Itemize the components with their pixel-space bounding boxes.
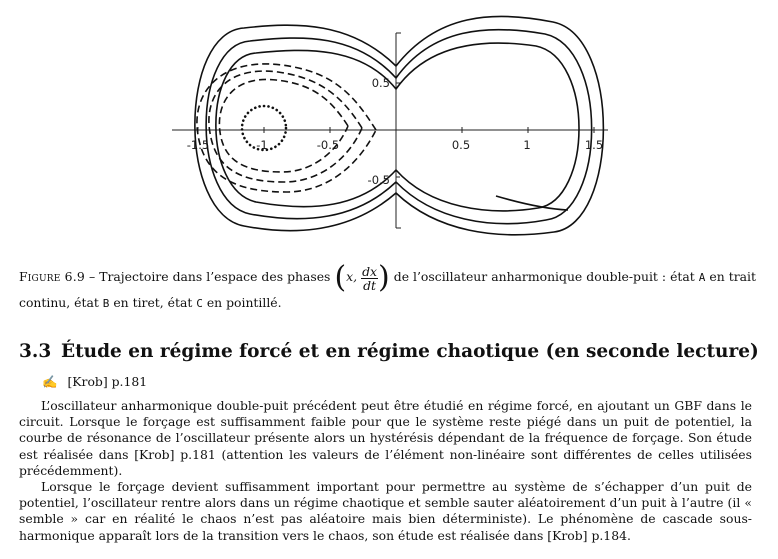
derivative-fraction <box>361 265 378 292</box>
solid-loop-middle <box>206 30 592 224</box>
state-b-label: B <box>102 297 110 310</box>
solid-loop-inner <box>216 43 579 211</box>
fraction-denominator: dt <box>363 278 377 293</box>
reference-text: [Krob] p.181 <box>67 374 148 389</box>
dashed-loop-inner <box>219 79 348 172</box>
paragraph: Lorsque le forçage devient suffisamment important pour permettre au système de s’échapper d’un puit de potentiel, l’oscillateur rentre alors dans un régime chaotique et semble sauter aléatoirement d’un puit à l’autre (il « semble » car en réalité le chaos n’est pas aléatoire mais bien déterministe). Le phénomène de cascade sous-harmonique apparaît lors de la transition vers le chaos, son étude est réalisée dans [Krob] p.184. <box>19 479 752 543</box>
reference-line <box>42 374 147 390</box>
caption-text: en tiret, état <box>109 295 197 310</box>
paragraph: L’oscillateur anharmonique double-puit précédent peut être étudié en régime forcé, en ajoutant un GBF dans le circuit. Lorsque le forçage est suffisamment faible pour que le système reste piégé dans un puit de potentiel, la courbe de résonance de l’oscillateur présente alors un hystérésis dépendant de la fréquence de forçage. Son étude est réalisée dans [Krob] p.181 (attention les valeurs de l’élément non-linéaire sont différentes de celles utilisées précédemment). <box>19 398 752 478</box>
section-title: Étude en régime forcé et en régime chaotique (en seconde lecture) <box>61 341 759 362</box>
x-tick-label: -1 <box>256 138 268 152</box>
section-heading <box>19 341 759 362</box>
pen-icon: ✍ <box>42 374 58 389</box>
y-tick-label: 0.5 <box>371 76 390 90</box>
trajectory-solid <box>195 16 604 234</box>
x-tick-label: 0.5 <box>451 138 471 152</box>
body-text <box>19 398 752 544</box>
caption-text: – Trajectoire dans l’espace des phases <box>85 269 335 284</box>
state-c-label: C <box>196 297 203 310</box>
caption-text: en pointillé. <box>202 295 282 310</box>
caption-text: en trait continu, état <box>19 269 756 310</box>
phase-space-figure <box>0 0 778 250</box>
right-paren: ) <box>378 260 390 295</box>
x-tick-label: -1.5 <box>186 138 210 152</box>
caption-var-x: x, <box>346 269 358 284</box>
left-paren: ( <box>334 260 347 295</box>
x-tick-label: 1 <box>523 138 531 152</box>
state-a-label: A <box>698 271 706 284</box>
x-tick-label: 1.5 <box>584 138 604 152</box>
figure-caption <box>19 260 756 314</box>
fraction-numerator: dx <box>362 264 378 279</box>
x-tick-label: -0.5 <box>316 138 340 152</box>
caption-text: de l’oscillateur anharmonique double-puit : état <box>389 269 699 284</box>
y-tick-label: -0.5 <box>367 173 390 187</box>
figure-label: Figure 6.9 <box>19 269 85 284</box>
section-number: 3.3 <box>19 341 52 362</box>
